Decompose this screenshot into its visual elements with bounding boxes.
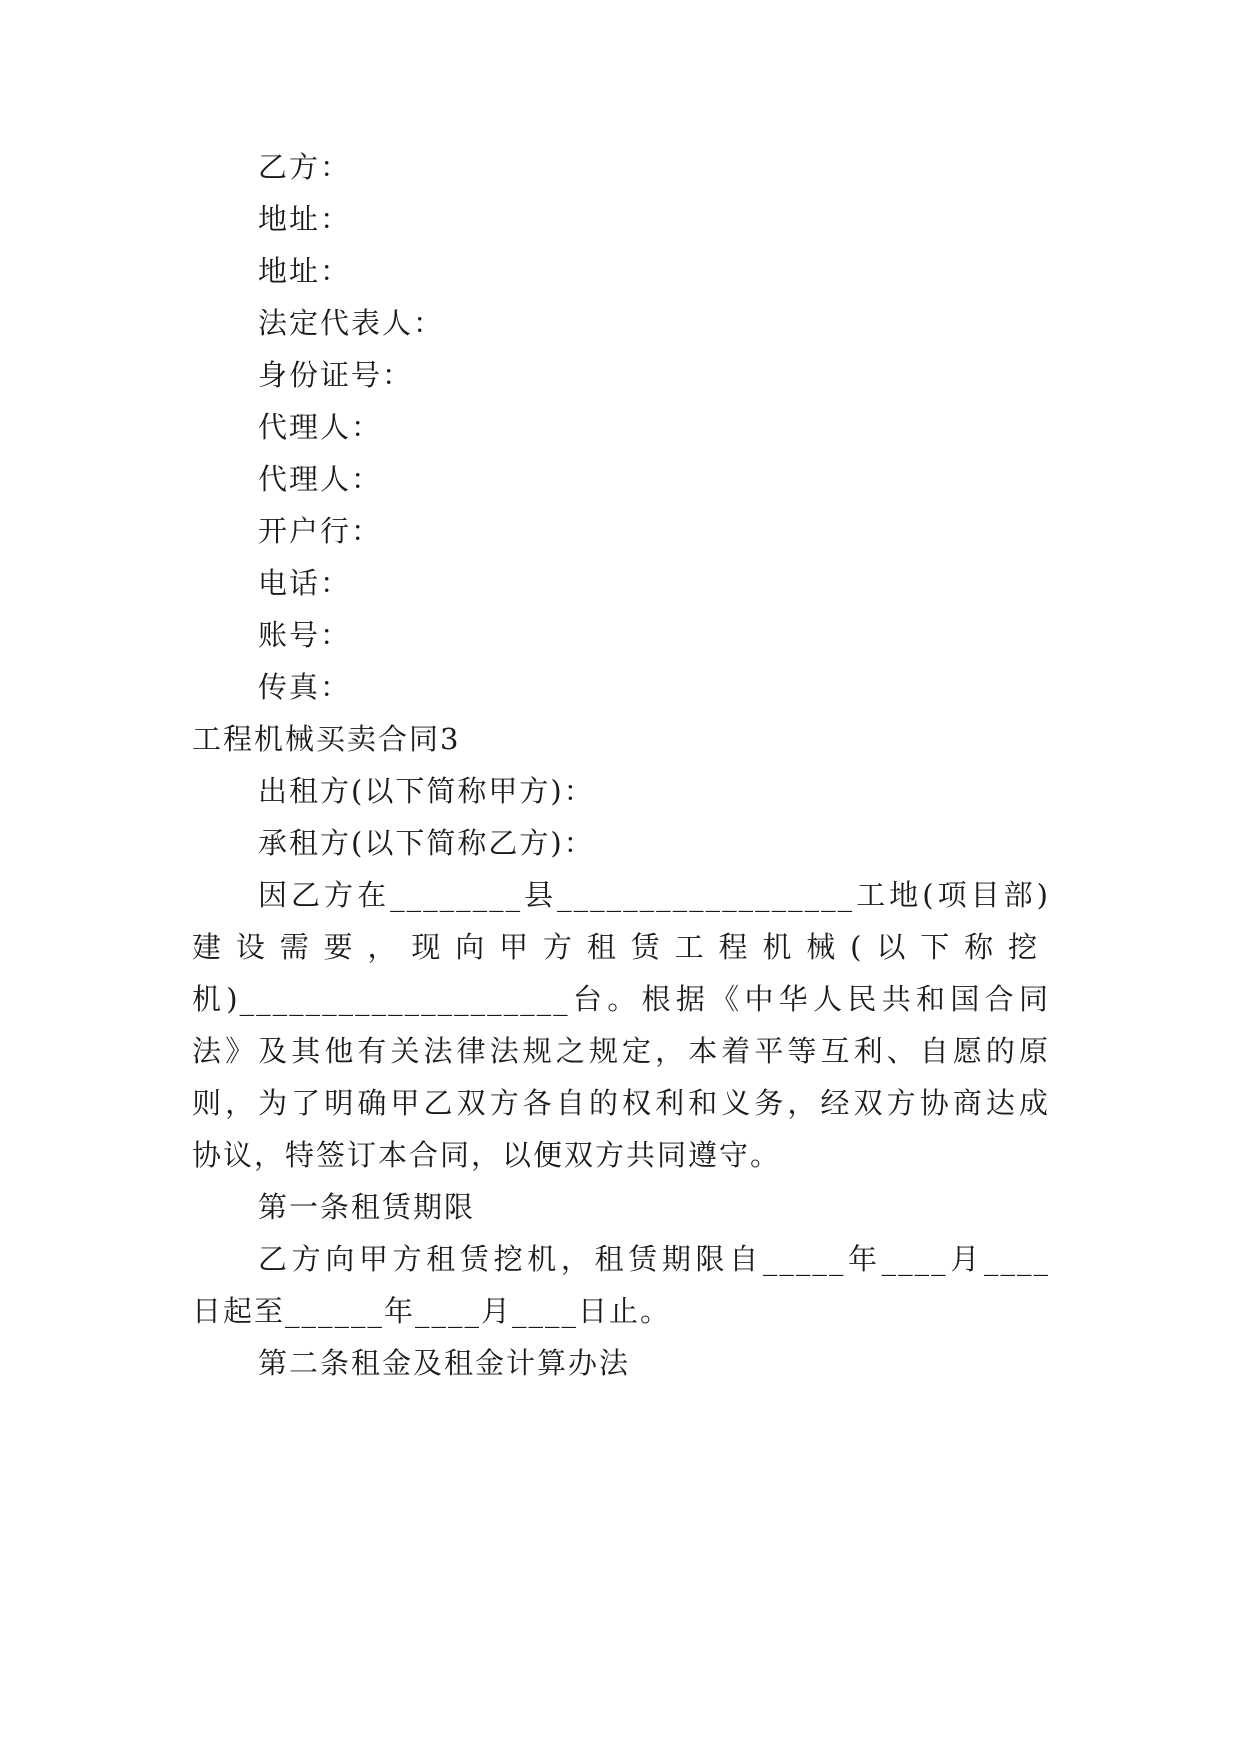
paragraph-line: 协议，特签订本合同，以便双方共同遵守。 bbox=[192, 1138, 782, 1172]
bank-label: 开户行： bbox=[258, 514, 383, 548]
article-2-title: 第二条租金及租金计算办法 bbox=[258, 1346, 631, 1380]
lessee-label: 承租方(以下简称乙方)： bbox=[258, 826, 595, 860]
article-1-body-line: 乙方向甲方租赁挖机，租赁期限自_____年____月____ bbox=[258, 1242, 1050, 1276]
address-label: 地址： bbox=[258, 202, 352, 236]
legal-representative-label: 法定代表人： bbox=[258, 306, 445, 340]
paragraph-line: 则，为了明确甲乙双方各自的权利和义务，经双方协商达成 bbox=[192, 1086, 1050, 1120]
fax-label: 传真： bbox=[258, 670, 352, 704]
address-label: 地址： bbox=[258, 254, 352, 288]
paragraph-line: 建设需要，现向甲方租赁工程机械(以下称挖 bbox=[192, 930, 1050, 964]
lessor-label: 出租方(以下简称甲方)： bbox=[258, 774, 595, 808]
paragraph-line: 机)____________________台。根据《中华人民共和国合同 bbox=[192, 982, 1050, 1016]
id-number-label: 身份证号： bbox=[258, 358, 414, 392]
agent-label: 代理人： bbox=[258, 410, 383, 444]
account-label: 账号： bbox=[258, 618, 352, 652]
paragraph-line: 法》及其他有关法律法规之规定，本着平等互利、自愿的原 bbox=[192, 1034, 1050, 1068]
party-b-label: 乙方： bbox=[258, 150, 352, 184]
contract-title: 工程机械买卖合同3 bbox=[192, 722, 461, 756]
phone-label: 电话： bbox=[258, 566, 352, 600]
paragraph-line: 因乙方在________县__________________工地(项目部) bbox=[258, 878, 1050, 912]
agent-label: 代理人： bbox=[258, 462, 383, 496]
article-1-title: 第一条租赁期限 bbox=[258, 1190, 476, 1224]
article-1-body-line: 日起至______年____月____日止。 bbox=[192, 1294, 672, 1328]
